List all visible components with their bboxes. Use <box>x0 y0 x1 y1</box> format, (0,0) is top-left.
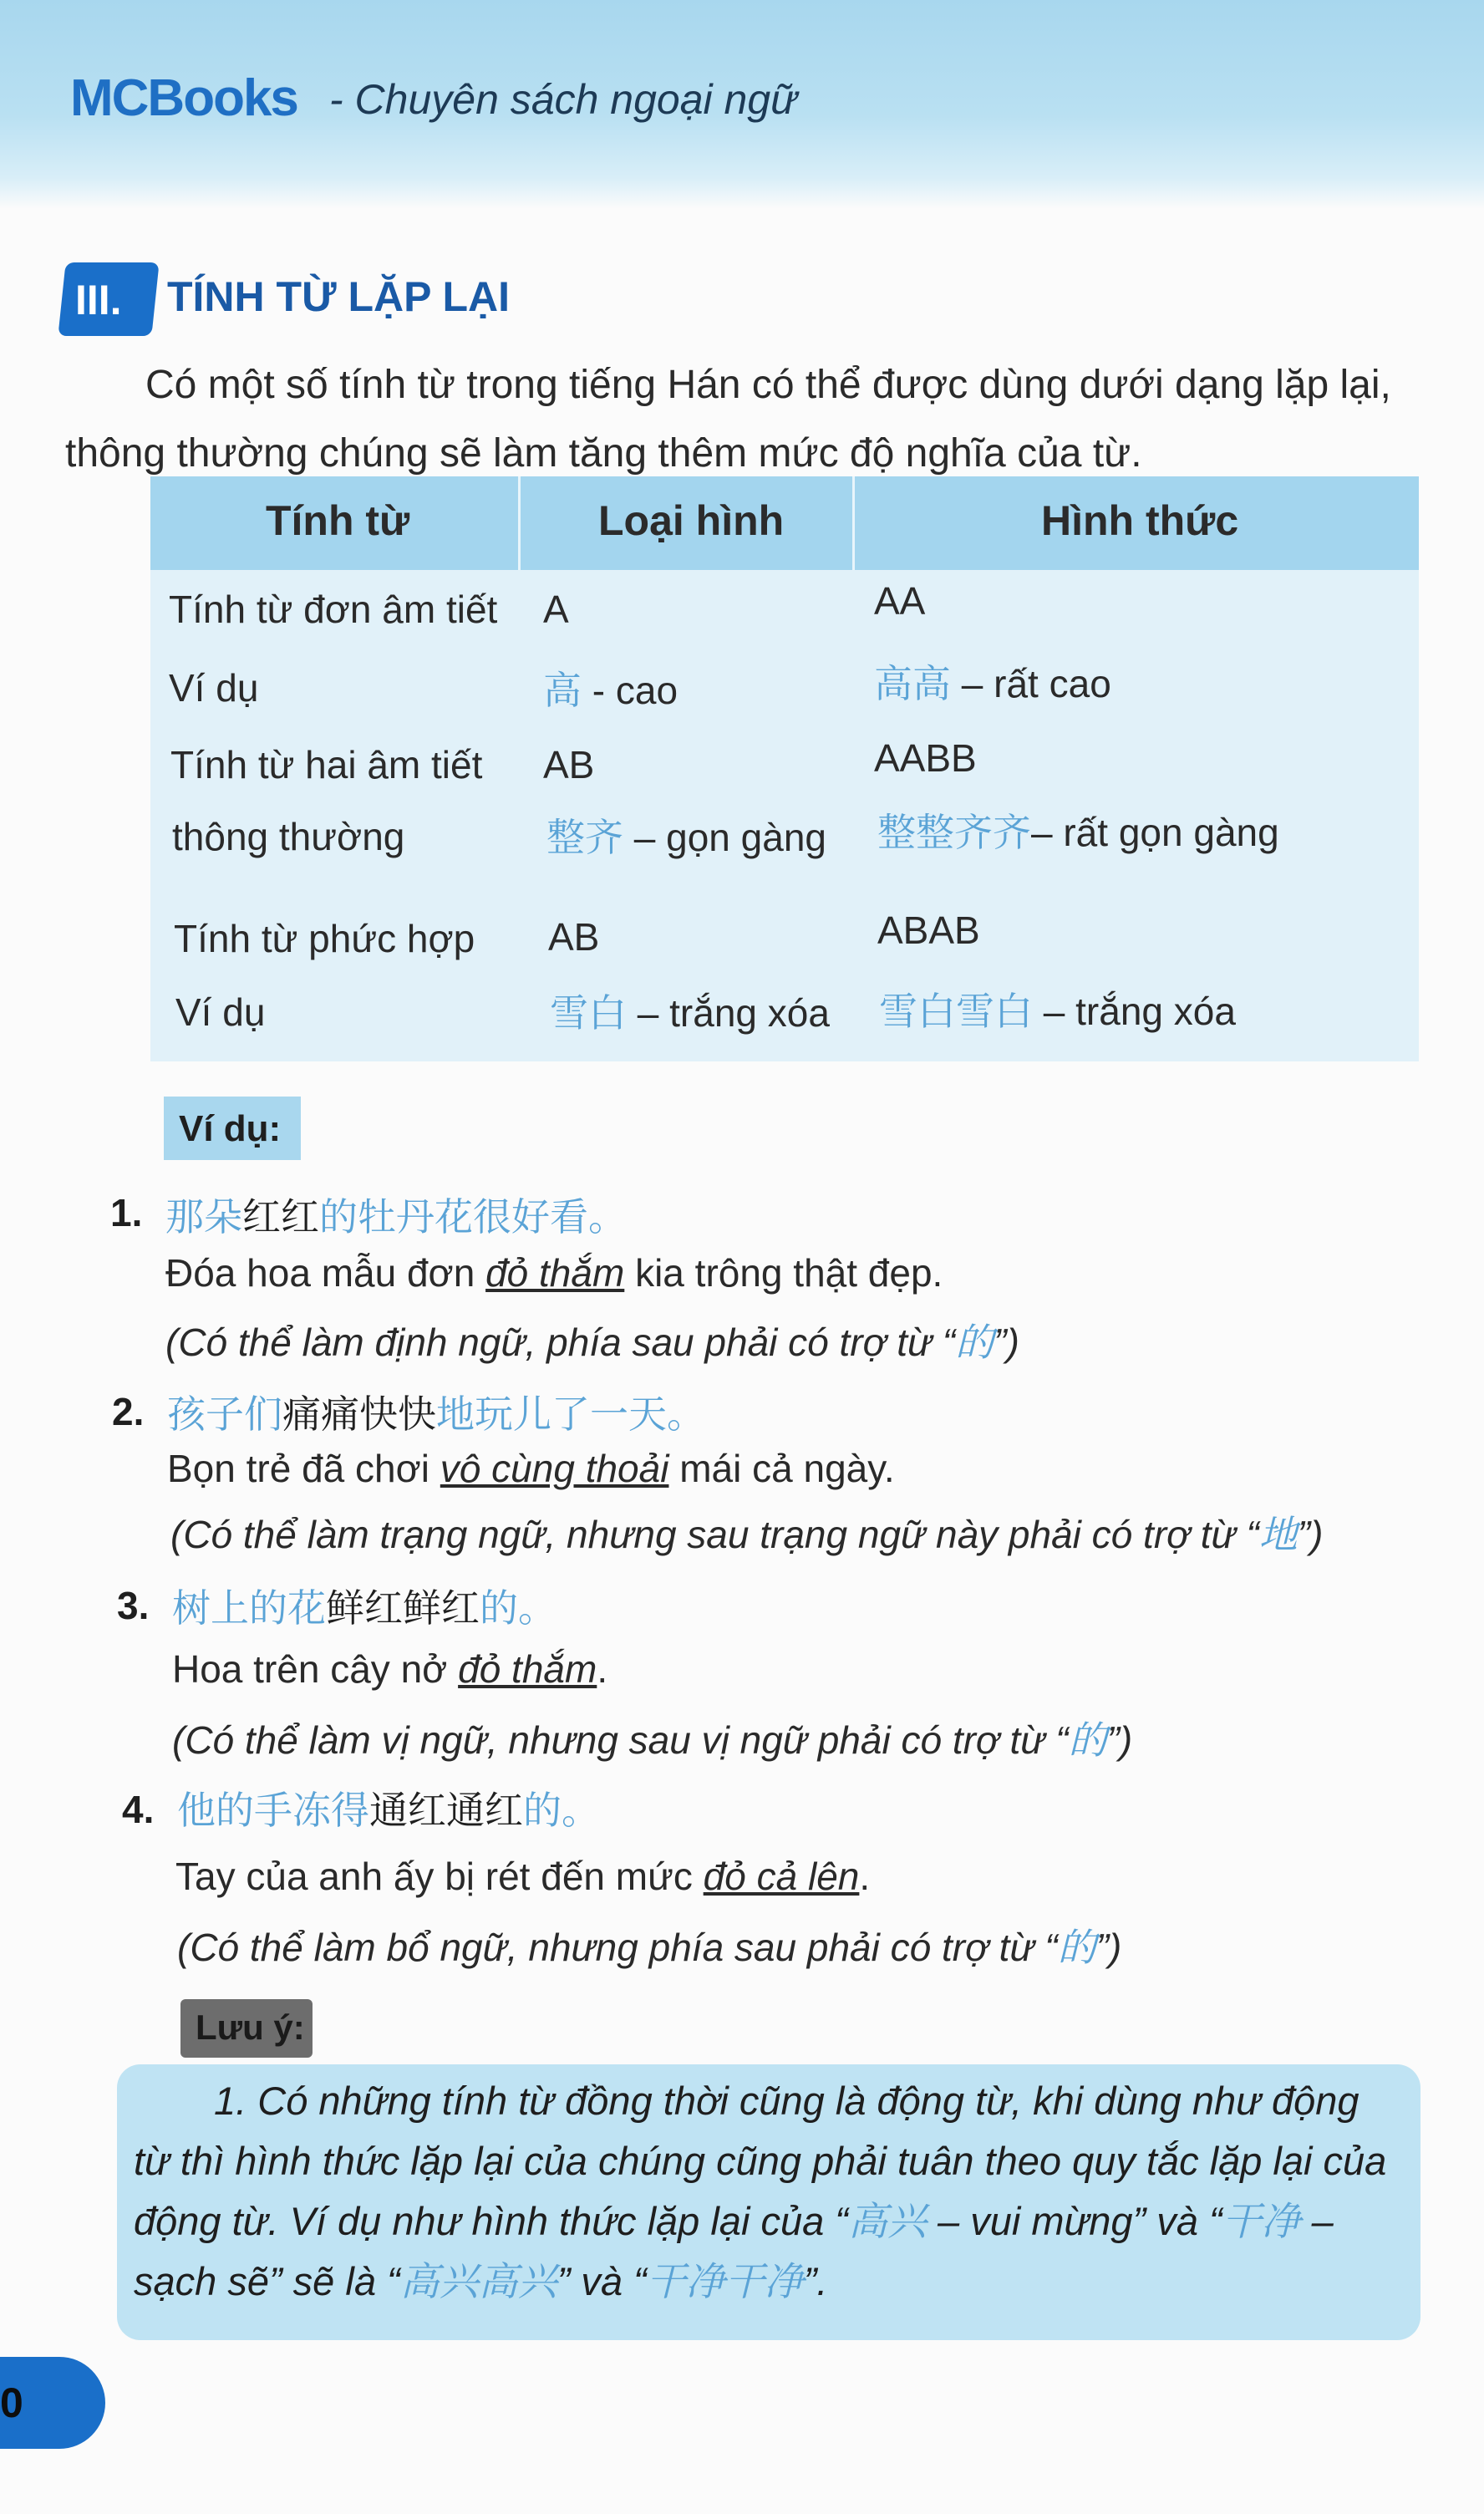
example-number: 2. <box>112 1390 145 1433</box>
brand-logo: MCBooks <box>70 69 297 127</box>
table-cell: Tính từ đơn âm tiết <box>169 588 498 631</box>
table-cell: Ví dụ <box>169 666 259 710</box>
table-cell: AABB <box>874 736 977 780</box>
table-cell: 高 - cao <box>543 669 678 712</box>
example-number: 3. <box>117 1584 150 1627</box>
table-cell: AB <box>543 743 595 786</box>
note-text: 1. Có những tính từ đồng thời cũng là động từ, khi dùng như động từ thì hình thức lặp lại của chúng cũng phải tuân theo quy tắc lặp lại của động từ. Ví dụ như hình thức lặp lại của “高兴 – vui mừng” và “干净 – sạch sẽ” sẽ là “高兴高兴” và “干净干净”. <box>134 2079 1387 2303</box>
table-cell: Tính từ hai âm tiết <box>170 743 483 786</box>
example-translation: Đóa hoa mẫu đơn đỏ thắm kia trông thật đẹp. <box>165 1251 943 1295</box>
intro-paragraph <box>65 351 1436 488</box>
table-cell: 雪白雪白 – trắng xóa <box>879 990 1236 1033</box>
example-note: (Có thể làm trạng ngữ, nhưng sau trạng ngữ này phải có trợ từ “地”) <box>170 1513 1324 1556</box>
example-note: (Có thể làm vị ngữ, nhưng sau vị ngữ phải có trợ từ “的”) <box>172 1718 1133 1762</box>
intro-line-2: thông thường chúng sẽ làm tăng thêm mức độ nghĩa của từ. <box>65 431 1142 476</box>
table-cell: A <box>543 588 569 631</box>
adjective-table <box>150 476 1419 1061</box>
example-note: (Có thể làm bổ ngữ, nhưng phía sau phải có trợ từ “的”) <box>177 1926 1122 1969</box>
table-header <box>150 476 1419 570</box>
section-title: TÍNH TỪ LẶP LẠI <box>167 273 510 320</box>
table-cell: thông thường <box>172 815 405 858</box>
table-cell: AA <box>874 579 926 623</box>
section-number: III. <box>75 277 122 323</box>
table-header-cell: Hình thức <box>1041 497 1239 544</box>
table-header-cell: Loại hình <box>598 497 785 544</box>
example-note: (Có thể làm định ngữ, phía sau phải có trợ từ “的”) <box>165 1321 1019 1364</box>
example-translation: Bọn trẻ đã chơi vô cùng thoải mái cả ngày. <box>167 1447 895 1490</box>
table-cell: Tính từ phức hợp <box>174 917 475 960</box>
note-label: Lưu ý: <box>196 2008 305 2047</box>
table-cell: 整齐 – gọn gàng <box>546 816 827 859</box>
example-translation: Hoa trên cây nở đỏ thắm. <box>172 1647 608 1691</box>
table-cell: Ví dụ <box>175 990 266 1034</box>
table-cell: 雪白 – trắng xóa <box>550 991 830 1035</box>
table-cell: 高高 – rất cao <box>874 662 1111 705</box>
example-translation: Tay của anh ấy bị rét đến mức đỏ cả lên. <box>175 1855 871 1898</box>
page-number: 0 <box>0 2379 23 2426</box>
table-cell: 整整齐齐– rất gọn gàng <box>877 811 1279 854</box>
intro-line-1: Có một số tính từ trong tiếng Hán có thể được dùng dưới dạng lặp lại, <box>145 363 1391 407</box>
table-cell: AB <box>548 915 600 959</box>
table-header-cell: Tính từ <box>266 497 410 544</box>
example-number: 4. <box>122 1788 155 1831</box>
example-chinese: 孩子们痛痛快快地玩儿了一天。 <box>167 1392 705 1436</box>
column-separator <box>518 476 521 570</box>
brand-tagline: - Chuyên sách ngoại ngữ <box>329 76 797 123</box>
column-separator <box>852 476 855 570</box>
example-chinese: 树上的花鲜红鲜红的。 <box>172 1586 556 1630</box>
example-chinese: 他的手冻得通红通红的。 <box>177 1789 600 1832</box>
table-cell: ABAB <box>877 908 980 952</box>
examples-label: Ví dụ: <box>179 1108 282 1149</box>
example-chinese: 那朵红红的牡丹花很好看。 <box>165 1195 627 1239</box>
example-number: 1. <box>110 1191 143 1234</box>
